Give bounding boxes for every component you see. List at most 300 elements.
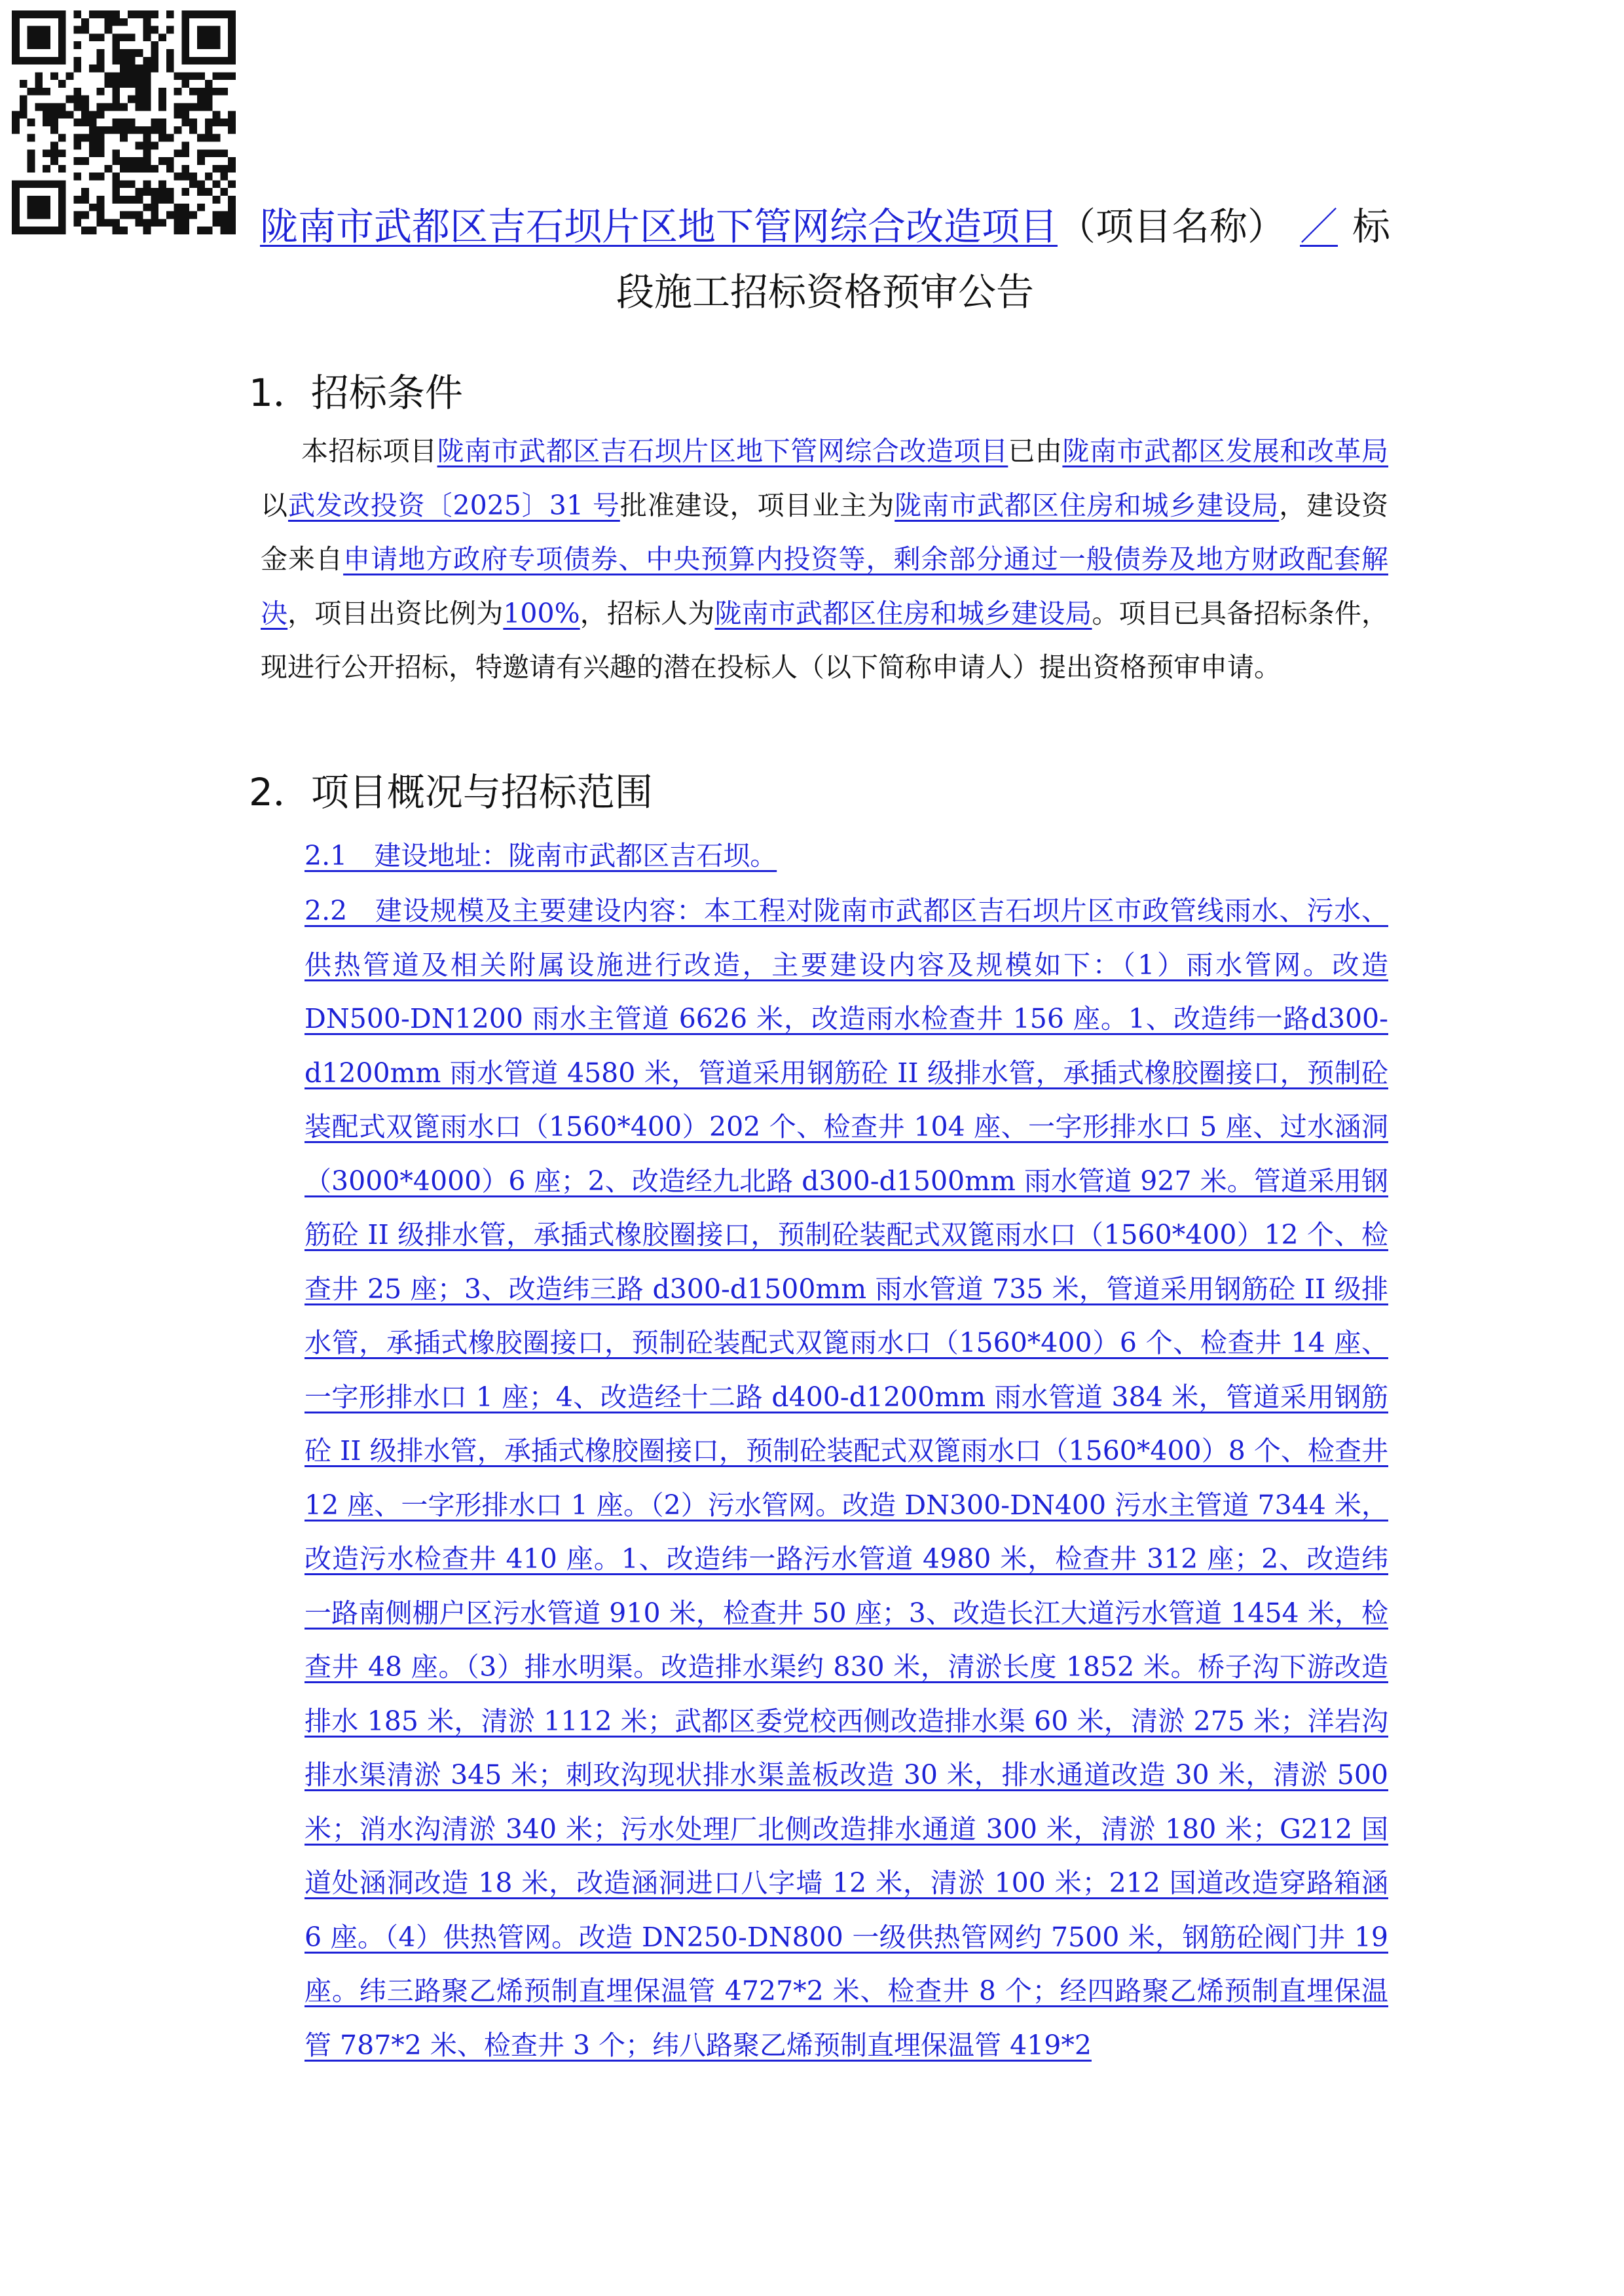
qr-module: [12, 49, 20, 57]
qr-module: [128, 157, 136, 165]
qr-module: [143, 165, 151, 173]
qr-module: [197, 57, 205, 65]
construction-scope-link[interactable]: 2.2 建设规模及主要建设内容：本工程对陇南市武都区吉石坝片区市政管线雨水、污水、供热管道及相关附属设施进行改造，主要建设内容及规模如下：（1）雨水管网。改造DN500-DN1200 雨水主管道 6626 米，改造雨水检查井 156 座。1、改造纬一路d300-d1200mm 雨水管道 4580 米，管道采用钢筋砼 II 级排水管，承插式橡胶圈接口，预制砼装配式双篦雨水口（1560*400）202 个、检查井 104 座、一字形排水口 5 座、过水涵洞（3000*4000）6 座；2、改造经九北路 d300-d1500mm 雨水管道 927 米。管道采用钢筋砼 II 级排水管，承插式橡胶圈接口，预制砼装配式双篦雨水口（1560*400）12 个、检查井 25 座；3、改造纬三路 d300-d1500mm 雨水管道 735 米，管道采用钢筋砼 II 级排水管，承插式橡胶圈接口，预制砼装配式双篦雨水口（1560*400）6 个、检查井 14 座、一字形排水口 1 座；4、改造经十二路 d400-d1200mm 雨水管道 384 米，管道采用钢筋砼 II 级排水管，承插式橡胶圈接口，预制砼装配式双篦雨水口（1560*400）8 个、检查井 12 座、一字形排水口 1 座。（2）污水管网。改造 DN300-DN400 污水主管道 7344 米，改造污水检查井 410 座。1、改造纬一路污水管道 4980 米，检查井 312 座；2、改造纬一路南侧棚户区污水管道 910 米，检查井 50 座；3、改造长江大道污水管道 1454 米，检查井 48 座。（3）排水明渠。改造排水渠约 830 米，清淤长度 1852 米。桥子沟下游改造排水 185 米，清淤 1112 米；武都区委党校西侧改造排水渠 60 米，清淤 275 米；洋岩沟排水渠清淤 345 米；刺玫沟现状排水渠盖板改造 30 米，排水通道改造 30 米，清淤 500 米；消水沟清淤 340 米；污水处理厂北侧改造排水通道 300 米，清淤 180 米；G212 国道处涵洞改造 18 米，改造涵洞进口八字墙 12 米，清淤 100 米；212 国道改造穿路箱涵 6 座。（4）供热管网。改造 DN250-DN800 一级供热管网约 7500 米，钢筋砼阀门井 19 座。纬三路聚乙烯预制直埋保温管 4727*2 米、检查井 8 个；经四路聚乙烯预制直埋保温管 787*2 米、检查井 3 个；纬八路聚乙烯预制直埋保温管 419*2: [304, 895, 1388, 2061]
qr-module: [66, 111, 74, 118]
qr-module: [73, 219, 81, 227]
qr-module: [143, 96, 151, 103]
qr-module: [228, 72, 236, 80]
qr-module: [112, 103, 120, 111]
approval-number-link[interactable]: 武发改投资〔2025〕31 号: [287, 489, 620, 521]
qr-module: [136, 96, 143, 103]
qr-module: [58, 18, 66, 26]
qr-module: [228, 126, 236, 134]
qr-module: [205, 118, 213, 126]
qr-module: [12, 126, 20, 134]
qr-module: [58, 211, 66, 219]
qr-module: [220, 118, 228, 126]
qr-module: [43, 57, 50, 65]
qr-module: [228, 157, 236, 165]
qr-module: [20, 57, 28, 65]
qr-module: [12, 180, 20, 188]
qr-module: [28, 204, 35, 211]
qr-module: [158, 118, 166, 126]
qr-module: [50, 157, 58, 165]
qr-module: [97, 49, 105, 57]
qr-module: [73, 196, 81, 204]
qr-module: [43, 196, 50, 204]
qr-module: [189, 57, 197, 65]
qr-module: [143, 180, 151, 188]
qr-module: [58, 219, 66, 227]
qr-module: [81, 18, 89, 26]
qr-module: [181, 211, 189, 219]
qr-module: [228, 49, 236, 57]
construction-address-link[interactable]: 2.1 建设地址：陇南市武都区吉石坝。: [304, 840, 777, 871]
qr-module: [89, 173, 97, 181]
qr-module: [58, 10, 66, 18]
qr-module: [151, 188, 158, 196]
qr-module: [28, 157, 35, 165]
qr-module: [197, 134, 205, 142]
qr-module: [128, 165, 136, 173]
qr-module: [197, 96, 205, 103]
qr-module: [197, 88, 205, 96]
qr-module: [58, 103, 66, 111]
qr-module: [112, 219, 120, 227]
qr-module: [181, 72, 189, 80]
qr-module: [197, 149, 205, 157]
qr-module: [97, 141, 105, 149]
qr-module: [112, 188, 120, 196]
qr-module: [43, 10, 50, 18]
qr-module: [228, 196, 236, 204]
qr-module: [112, 88, 120, 96]
qr-module: [136, 103, 143, 111]
qr-module: [105, 72, 113, 80]
qr-module: [181, 41, 189, 49]
qr-module: [89, 204, 97, 211]
owner-link[interactable]: 陇南市武都区住房和城乡建设局: [895, 489, 1280, 521]
page-title: [249, 194, 1401, 325]
qr-module: [205, 10, 213, 18]
qr-module: [228, 18, 236, 26]
qr-module: [58, 188, 66, 196]
qr-module: [20, 111, 28, 118]
qr-module: [143, 149, 151, 157]
qr-module: [81, 196, 89, 204]
qr-module: [120, 211, 128, 219]
text: 本招标项目: [301, 435, 437, 467]
qr-module: [112, 72, 120, 80]
qr-module: [43, 111, 50, 118]
approver-link[interactable]: 陇南市武都区发展和改革局: [1062, 435, 1389, 467]
qr-module: [112, 118, 120, 126]
qr-module: [174, 103, 182, 111]
qr-module: [181, 118, 189, 126]
project-link[interactable]: 陇南市武都区吉石坝片区地下管网综合改造项目: [437, 435, 1008, 467]
qr-module: [228, 57, 236, 65]
qr-module: [151, 57, 158, 65]
title-section-number[interactable]: ／: [1300, 204, 1338, 249]
qr-module: [158, 157, 166, 165]
qr-module: [97, 57, 105, 65]
qr-module: [81, 111, 89, 118]
qr-module: [136, 72, 143, 80]
qr-module: [105, 26, 113, 34]
qr-module: [205, 126, 213, 134]
qr-module: [89, 65, 97, 73]
qr-module: [73, 211, 81, 219]
qr-module: [120, 80, 128, 88]
qr-module: [120, 227, 128, 234]
tenderer-link[interactable]: 陇南市武都区住房和城乡建设局: [714, 597, 1092, 629]
qr-module: [58, 26, 66, 34]
qr-module: [197, 26, 205, 34]
qr-module: [136, 188, 143, 196]
qr-module: [58, 165, 66, 173]
qr-module: [143, 141, 151, 149]
qr-module: [181, 149, 189, 157]
qr-module: [43, 204, 50, 211]
qr-module: [12, 219, 20, 227]
qr-module: [228, 33, 236, 41]
qr-module: [12, 41, 20, 49]
qr-module: [189, 72, 197, 80]
qr-module: [189, 88, 197, 96]
qr-module: [35, 103, 43, 111]
ratio-link[interactable]: 100%: [503, 597, 580, 629]
qr-module: [28, 165, 35, 173]
qr-module: [181, 141, 189, 149]
qr-module: [120, 33, 128, 41]
qr-module: [43, 33, 50, 41]
qr-module: [213, 165, 221, 173]
qr-module: [105, 103, 113, 111]
qr-module: [28, 26, 35, 34]
qr-module: [128, 65, 136, 73]
qr-module: [120, 134, 128, 142]
qr-module: [89, 149, 97, 157]
qr-module: [220, 219, 228, 227]
qr-module: [35, 196, 43, 204]
qr-module: [136, 65, 143, 73]
qr-module: [197, 227, 205, 234]
qr-module: [120, 72, 128, 80]
qr-module: [43, 227, 50, 234]
qr-module: [189, 103, 197, 111]
item-2-1: [304, 829, 1388, 883]
qr-module: [158, 126, 166, 134]
qr-module: [20, 227, 28, 234]
qr-module: [58, 180, 66, 188]
qr-module: [220, 165, 228, 173]
qr-module: [89, 227, 97, 234]
qr-module: [220, 72, 228, 80]
qr-module: [120, 65, 128, 73]
qr-module: [174, 227, 182, 234]
qr-module: [12, 18, 20, 26]
qr-module: [43, 103, 50, 111]
qr-module: [112, 126, 120, 134]
qr-module: [58, 41, 66, 49]
qr-module: [128, 80, 136, 88]
qr-module: [213, 41, 221, 49]
qr-module: [158, 33, 166, 41]
qr-module: [143, 57, 151, 65]
qr-module: [158, 219, 166, 227]
qr-module: [213, 33, 221, 41]
qr-module: [151, 10, 158, 18]
qr-module: [43, 149, 50, 157]
qr-module: [205, 57, 213, 65]
qr-module: [50, 180, 58, 188]
qr-code-icon: [12, 10, 236, 234]
qr-module: [213, 219, 221, 227]
qr-module: [205, 96, 213, 103]
qr-module: [197, 157, 205, 165]
qr-module: [81, 103, 89, 111]
qr-module: [143, 33, 151, 41]
qr-module: [120, 180, 128, 188]
qr-module: [220, 173, 228, 181]
qr-module: [97, 134, 105, 142]
qr-module: [73, 96, 81, 103]
qr-module: [35, 41, 43, 49]
qr-module: [73, 26, 81, 34]
qr-module: [35, 72, 43, 80]
qr-module: [112, 41, 120, 49]
qr-module: [43, 41, 50, 49]
qr-module: [158, 88, 166, 96]
qr-module: [105, 80, 113, 88]
qr-module: [97, 103, 105, 111]
title-project-name-link[interactable]: 陇南市武都区吉石坝片区地下管网综合改造项目: [259, 204, 1058, 249]
qr-module: [213, 10, 221, 18]
qr-module: [28, 134, 35, 142]
qr-module: [181, 227, 189, 234]
qr-module: [189, 118, 197, 126]
qr-module: [136, 49, 143, 57]
qr-module: [35, 227, 43, 234]
qr-module: [73, 157, 81, 165]
qr-module: [128, 57, 136, 65]
qr-module: [181, 80, 189, 88]
qr-module: [97, 149, 105, 157]
qr-module: [120, 18, 128, 26]
qr-module: [213, 149, 221, 157]
qr-module: [35, 80, 43, 88]
qr-module: [151, 65, 158, 73]
qr-module: [50, 72, 58, 80]
qr-module: [58, 80, 66, 88]
qr-module: [35, 211, 43, 219]
qr-module: [12, 204, 20, 211]
qr-module: [213, 134, 221, 142]
qr-module: [205, 88, 213, 96]
qr-module: [81, 227, 89, 234]
qr-module: [174, 126, 182, 134]
qr-module: [35, 33, 43, 41]
qr-module: [143, 126, 151, 134]
qr-module: [136, 165, 143, 173]
qr-module: [120, 118, 128, 126]
qr-module: [112, 157, 120, 165]
qr-module: [220, 57, 228, 65]
qr-module: [66, 72, 74, 80]
qr-module: [50, 141, 58, 149]
qr-module: [12, 227, 20, 234]
qr-module: [12, 118, 20, 126]
qr-module: [81, 134, 89, 142]
qr-module: [189, 173, 197, 181]
qr-module: [66, 96, 74, 103]
qr-module: [28, 10, 35, 18]
qr-module: [12, 57, 20, 65]
qr-module: [220, 88, 228, 96]
qr-module: [43, 88, 50, 96]
qr-module: [174, 149, 182, 157]
qr-module: [43, 26, 50, 34]
qr-module: [151, 26, 158, 34]
qr-module: [174, 111, 182, 118]
section-1-heading: 1．招标条件: [249, 371, 463, 415]
qr-module: [128, 118, 136, 126]
qr-module: [143, 204, 151, 211]
qr-module: [205, 80, 213, 88]
qr-module: [112, 57, 120, 65]
qr-module: [89, 126, 97, 134]
qr-module: [81, 118, 89, 126]
qr-module: [105, 126, 113, 134]
qr-module: [28, 211, 35, 219]
qr-module: [158, 180, 166, 188]
qr-module: [143, 157, 151, 165]
qr-module: [228, 219, 236, 227]
qr-module: [20, 96, 28, 103]
qr-module: [228, 41, 236, 49]
qr-module: [197, 72, 205, 80]
qr-module: [151, 126, 158, 134]
qr-module: [50, 118, 58, 126]
qr-module: [73, 173, 81, 181]
qr-module: [181, 10, 189, 18]
qr-module: [143, 10, 151, 18]
title-project-suffix: （项目名称）: [1057, 204, 1285, 249]
qr-module: [151, 141, 158, 149]
qr-module: [136, 196, 143, 204]
qr-module: [58, 57, 66, 65]
qr-module: [166, 196, 174, 204]
qr-module: [28, 118, 35, 126]
qr-module: [73, 41, 81, 49]
qr-module: [120, 157, 128, 165]
qr-module: [128, 180, 136, 188]
section-1-paragraph: [261, 424, 1388, 695]
qr-module: [58, 149, 66, 157]
qr-module: [136, 141, 143, 149]
qr-module: [120, 57, 128, 65]
qr-module: [189, 10, 197, 18]
text: 。项目已具备招标条件，现进行公开招标，特邀请有兴趣的潜在投标人（以下简称申请人）提出资格预审申请。: [261, 597, 1389, 683]
qr-module: [166, 10, 174, 18]
qr-module: [128, 126, 136, 134]
qr-module: [28, 57, 35, 65]
qr-module: [120, 126, 128, 134]
qr-module: [143, 188, 151, 196]
qr-module: [97, 204, 105, 211]
text: 批准建设，项目业主为: [619, 489, 895, 521]
qr-module: [112, 33, 120, 41]
qr-module: [143, 18, 151, 26]
qr-module: [136, 80, 143, 88]
qr-module: [181, 18, 189, 26]
qr-module: [228, 204, 236, 211]
qr-module: [73, 103, 81, 111]
qr-module: [174, 88, 182, 96]
qr-module: [97, 196, 105, 204]
qr-module: [228, 165, 236, 173]
qr-module: [181, 165, 189, 173]
qr-module: [81, 188, 89, 196]
qr-module: [128, 96, 136, 103]
qr-module: [112, 18, 120, 26]
qr-module: [35, 204, 43, 211]
qr-module: [28, 180, 35, 188]
qr-module: [58, 33, 66, 41]
qr-module: [73, 118, 81, 126]
qr-module: [136, 157, 143, 165]
qr-module: [120, 165, 128, 173]
qr-module: [181, 57, 189, 65]
qr-module: [228, 111, 236, 118]
qr-module: [73, 57, 81, 65]
qr-module: [97, 88, 105, 96]
text: 以: [261, 489, 288, 521]
qr-module: [220, 211, 228, 219]
qr-module: [197, 188, 205, 196]
qr-module: [12, 196, 20, 204]
text: ，建设资金来自: [261, 489, 1389, 575]
qr-module: [213, 26, 221, 34]
qr-module: [158, 103, 166, 111]
qr-module: [35, 10, 43, 18]
qr-module: [20, 103, 28, 111]
qr-module: [205, 149, 213, 157]
qr-module: [35, 57, 43, 65]
qr-module: [181, 49, 189, 57]
qr-module: [174, 211, 182, 219]
qr-module: [197, 10, 205, 18]
qr-module: [73, 141, 81, 149]
qr-module: [166, 134, 174, 142]
qr-module: [166, 157, 174, 165]
qr-module: [97, 10, 105, 18]
qr-module: [213, 57, 221, 65]
qr-module: [50, 126, 58, 134]
qr-module: [128, 10, 136, 18]
qr-module: [143, 72, 151, 80]
qr-module: [58, 134, 66, 142]
qr-module: [73, 134, 81, 142]
funding-link[interactable]: 申请地方政府专项债券、中央预算内投资等，剩余部分通过一般债券及地方财政配套解决: [261, 543, 1388, 629]
qr-module: [20, 180, 28, 188]
item-2-2: [304, 884, 1388, 2072]
section-2-heading: 2．项目概况与招标范围: [249, 770, 653, 814]
qr-module: [158, 188, 166, 196]
qr-module: [197, 103, 205, 111]
qr-module: [89, 141, 97, 149]
qr-module: [28, 196, 35, 204]
